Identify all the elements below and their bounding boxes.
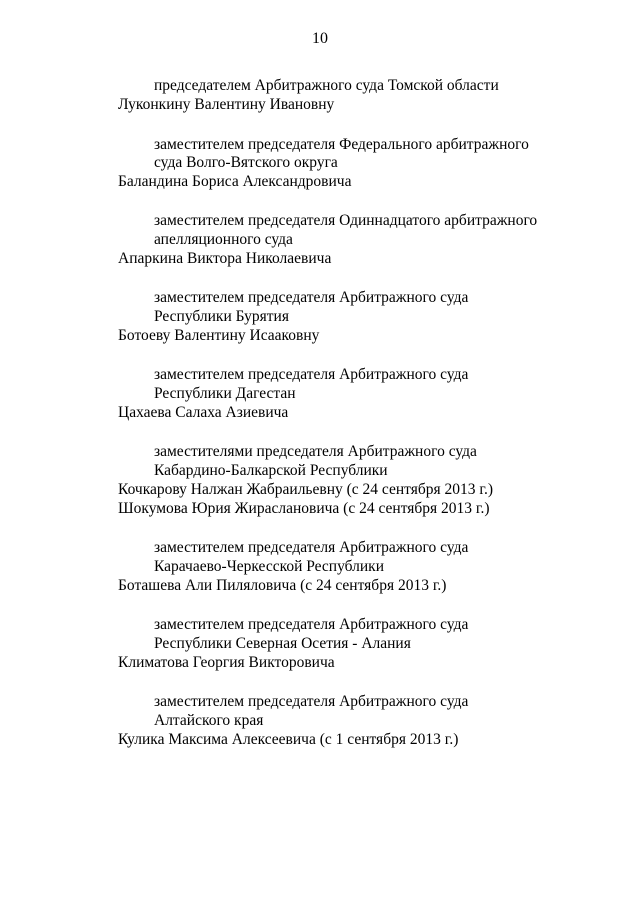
entry-name: Кулика Максима Алексеевича (с 1 сентября 2013 г.) [118, 731, 459, 748]
entry-position-line: заместителем председателя Одиннадцатого арбитражного [154, 212, 538, 229]
entry-position-line: заместителем председателя Арбитражного суда [154, 366, 469, 383]
entry-name: Луконкину Валентину Ивановну [118, 96, 335, 113]
entry-position-line: Алтайского края [154, 712, 264, 729]
entry-position-line: Кабардино-Балкарской Республики [154, 462, 388, 479]
entry-position-line: председателем Арбитражного суда Томской области [154, 77, 499, 94]
entry-position-line: заместителем председателя Арбитражного суда [154, 289, 469, 306]
entry-position-line: апелляционного суда [154, 231, 293, 248]
entry-name: Боташева Али Пиляловича (с 24 сентября 2013 г.) [118, 577, 447, 594]
entry-position-line: заместителем председателя Федерального арбитражного [154, 136, 529, 153]
entry-position-line: заместителями председателя Арбитражного суда [154, 443, 477, 460]
entry-position-line: Карачаево-Черкесской Республики [154, 558, 384, 575]
entry-position-line: заместителем председателя Арбитражного суда [154, 539, 469, 556]
entry-name: Шокумова Юрия Жираслановича (с 24 сентября 2013 г.) [118, 500, 490, 517]
entry-name: Кочкарову Налжан Жабраильевну (с 24 сентября 2013 г.) [118, 481, 494, 498]
entry-position-line: заместителем председателя Арбитражного суда [154, 616, 469, 633]
entry-name: Климатова Георгия Викторовича [118, 654, 335, 671]
entry-position-line: заместителем председателя Арбитражного суда [154, 693, 469, 710]
entry-position-line: Республики Северная Осетия - Алания [154, 635, 411, 652]
entry-position-line: суда Волго-Вятского округа [154, 154, 338, 171]
entry-name: Цахаева Салаха Азиевича [118, 404, 289, 421]
entry-name: Баландина Бориса Александровича [118, 173, 352, 190]
page-number: 10 [312, 30, 328, 47]
entry-name: Ботоеву Валентину Исааковну [118, 327, 320, 344]
entry-position-line: Республики Бурятия [154, 308, 289, 325]
entry-position-line: Республики Дагестан [154, 385, 296, 402]
entry-name: Апаркина Виктора Николаевича [118, 250, 332, 267]
